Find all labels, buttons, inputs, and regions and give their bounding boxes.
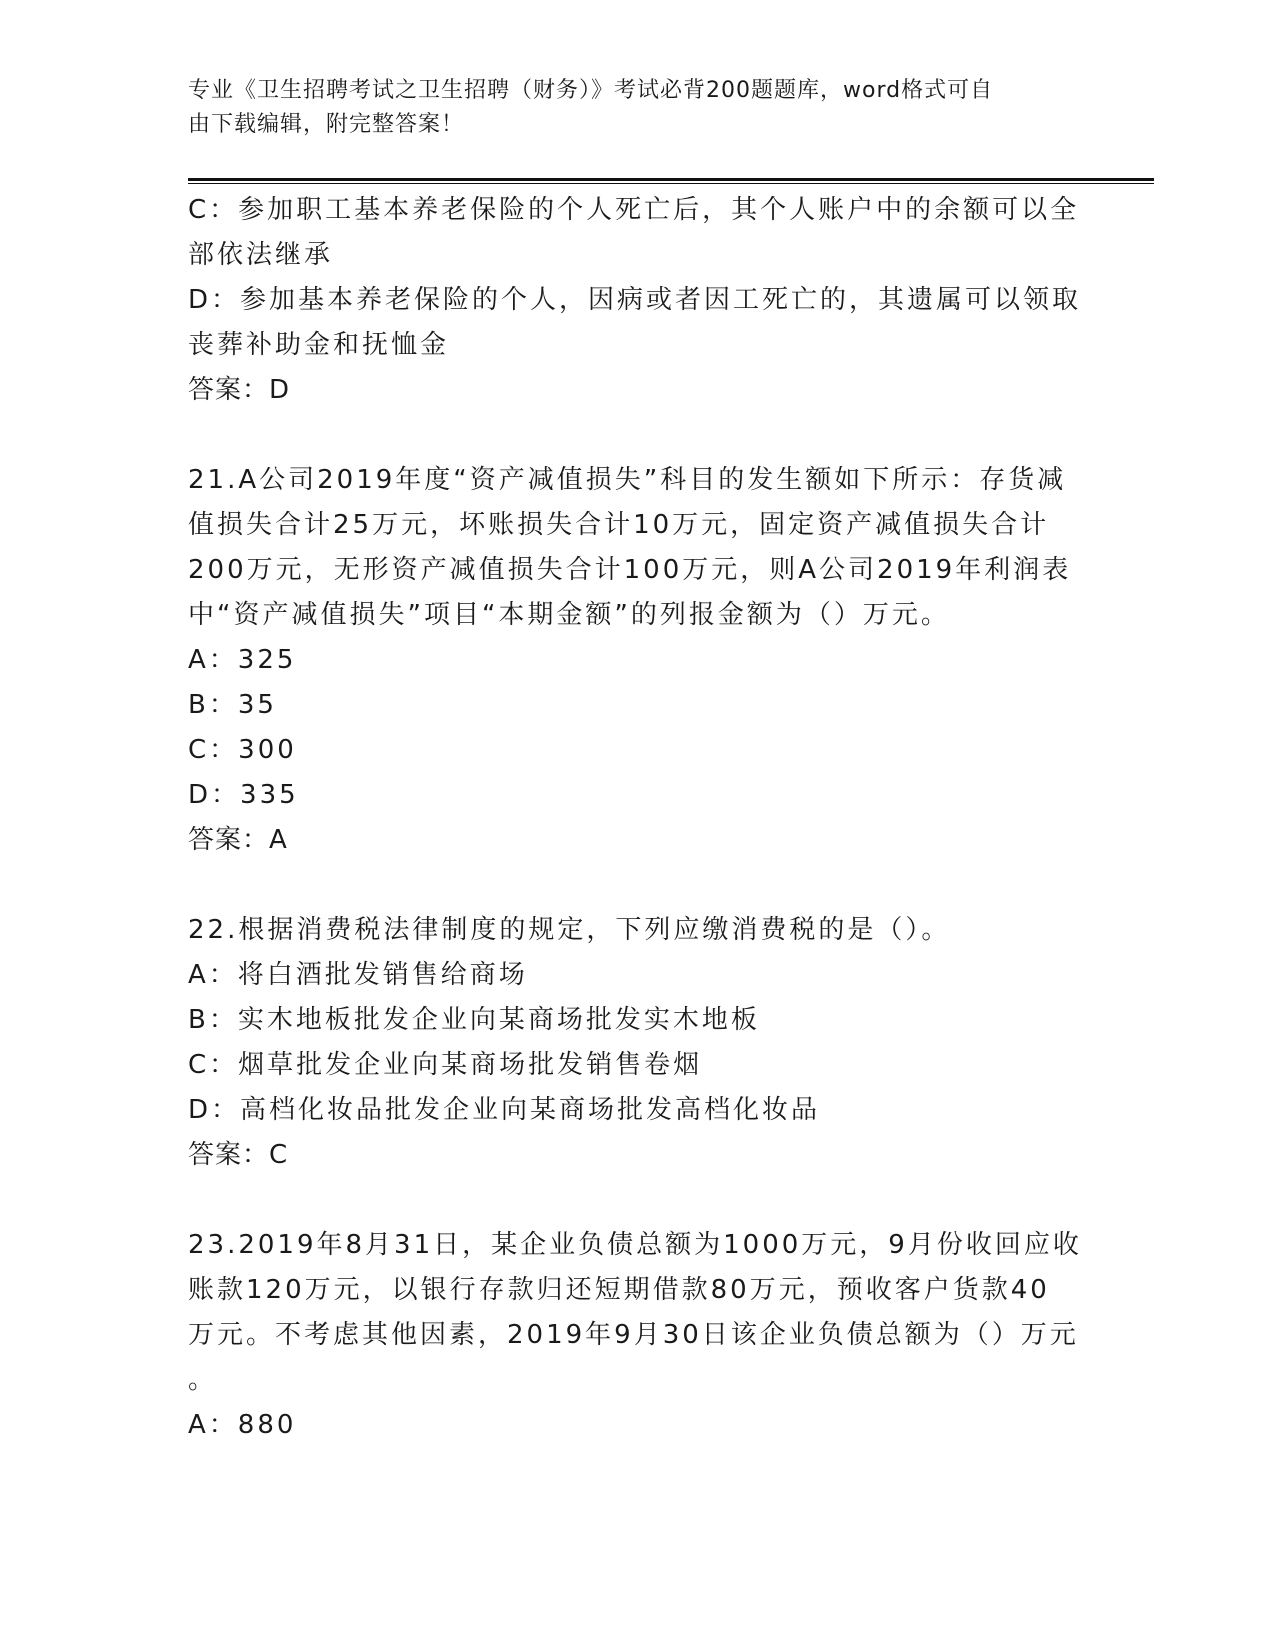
option-c-line-1: C：参加职工基本养老保险的个人死亡后，其个人账户中的余额可以全 [188,195,1080,225]
option-d: D：高档化妆品批发企业向某商场批发高档化妆品 [188,1095,821,1125]
question-22 [188,908,1088,1178]
option-b: B：35 [188,690,277,720]
spacer [188,863,1088,908]
question-stem-line: 23.2019年8月31日，某企业负债总额为1000万元，9月份收回应收 [188,1230,1082,1260]
header-line-2: 由下载编辑，附完整答案！ [188,112,465,137]
header-line-1: 专业《卫生招聘考试之卫生招聘（财务）》考试必背200题题库，word格式可自 [188,78,994,103]
question-stem-line: 200万元，无形资产减值损失合计100万元，则A公司2019年利润表 [188,555,1072,585]
option-b: B：实木地板批发企业向某商场批发实木地板 [188,1005,760,1035]
question-stem-line: 。 [188,1365,218,1395]
option-d: D：335 [188,780,299,810]
option-c: C：烟草批发企业向某商场批发销售卷烟 [188,1050,703,1080]
option-c: C：300 [188,735,297,765]
answer-line: 答案：C [188,1140,289,1170]
previous-question-tail [188,188,1088,413]
question-stem-line: 账款120万元，以银行存款归还短期借款80万元，预收客户货款40 [188,1275,1050,1305]
header-rule-thick [188,178,1154,181]
option-a: A：880 [188,1410,297,1440]
question-stem-line: 万元。不考虑其他因素，2019年9月30日该企业负债总额为（）万元 [188,1320,1079,1350]
option-d-line-1: D：参加基本养老保险的个人，因病或者因工死亡的，其遗属可以领取 [188,285,1082,315]
option-a: A：将白酒批发销售给商场 [188,960,528,990]
spacer [188,413,1088,458]
option-d-line-2: 丧葬补助金和抚恤金 [188,330,450,360]
document-body [188,188,1088,1448]
question-stem-line: 值损失合计25万元，坏账损失合计10万元，固定资产减值损失合计 [188,510,1050,540]
question-stem-line: 22.根据消费税法律制度的规定，下列应缴消费税的是（）。 [188,915,951,945]
question-stem-line: 中“资产减值损失”项目“本期金额”的列报金额为（）万元。 [188,600,950,630]
question-21 [188,458,1088,863]
question-23 [188,1223,1088,1448]
answer-line: 答案：A [188,825,288,855]
option-a: A：325 [188,645,297,675]
answer-line: 答案：D [188,375,291,405]
spacer [188,1178,1088,1223]
header-rule-thin [188,183,1154,184]
option-c-line-2: 部依法继承 [188,240,334,270]
question-stem-line: 21.A公司2019年度“资产减值损失”科目的发生额如下所示：存货减 [188,465,1067,495]
document-header [188,74,1078,142]
